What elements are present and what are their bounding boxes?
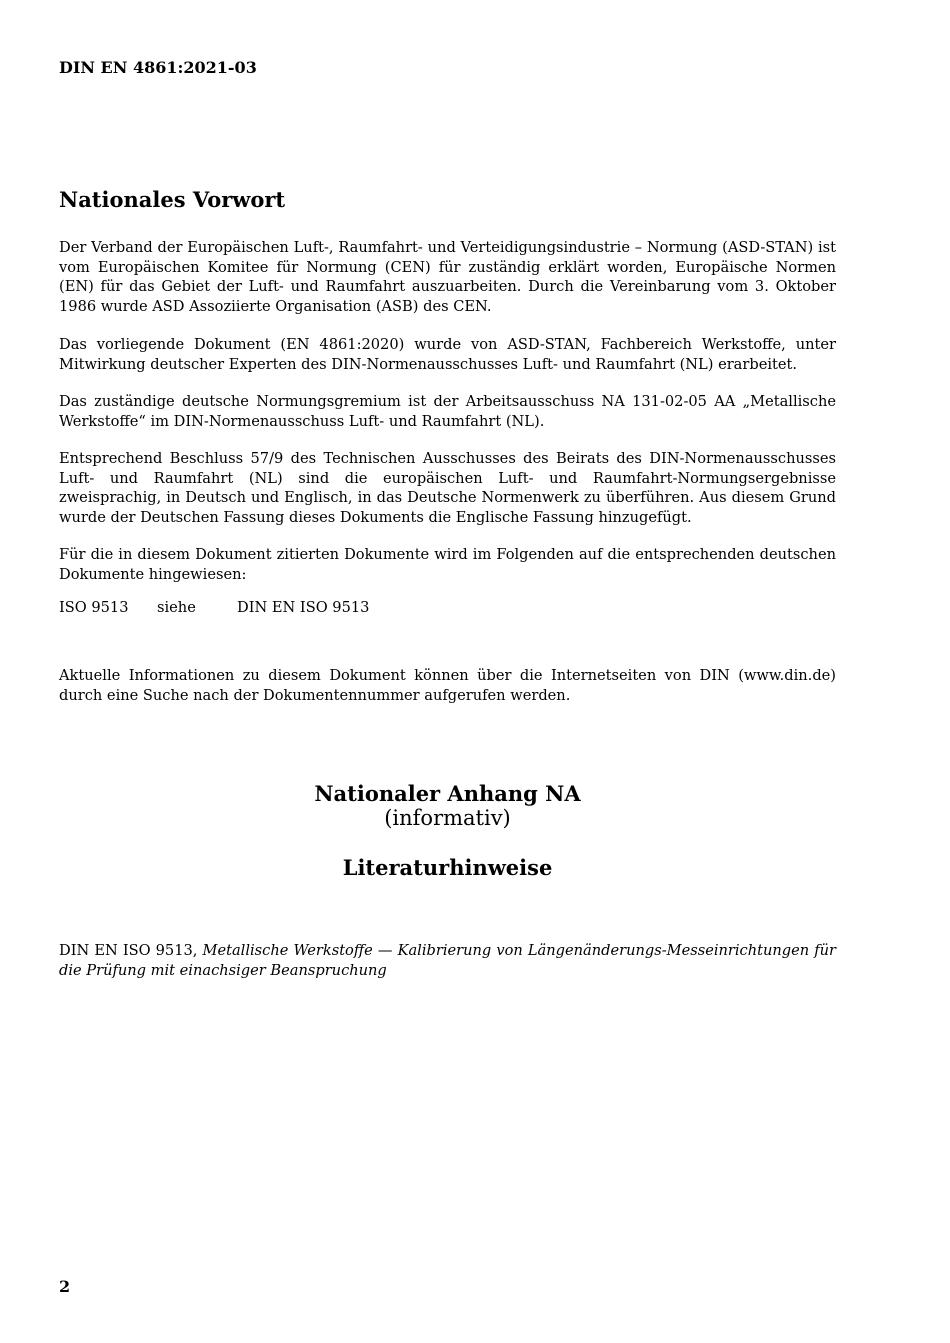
page-number: 2 xyxy=(59,1277,71,1296)
paragraph-info: Aktuelle Informationen zu diesem Dokument können über die Internetseiten von DIN (www.din.de) durch eine Suche nach der Dokumentennummer aufgerufen werden. xyxy=(59,667,836,704)
paragraph-cited-documents: Für die in diesem Dokument zitierten Dokumente wird im Folgenden auf die entsprechenden deutschen Dokumente hingewiesen: xyxy=(59,546,836,583)
bibliography-entry-id: DIN EN ISO 9513, xyxy=(59,942,198,959)
annex-subtitle: (informativ) xyxy=(384,806,511,830)
section-title-vorwort: Nationales Vorwort xyxy=(59,187,286,212)
reference-source: ISO 9513 xyxy=(59,599,129,616)
reference-target: DIN EN ISO 9513 xyxy=(237,599,370,616)
reference-relation: siehe xyxy=(157,599,196,616)
bibliography-title: Literaturhinweise xyxy=(342,855,553,880)
paragraph-committee: Das zuständige deutsche Normungsgremium ist der Arbeitsausschuss NA 131-02-05 AA „Metallische Werkstoffe“ im DIN-Normenausschuss Luft- und Raumfahrt (NL). xyxy=(59,393,836,430)
bibliography-entry xyxy=(59,941,836,980)
bibliography-entry-title: Metallische Werkstoffe — Kalibrierung von Längenänderungs-Messeinrichtungen für die Prüfung mit einachsiger Beanspruchung xyxy=(59,942,837,979)
annex-title: Nationaler Anhang NA xyxy=(314,781,581,806)
paragraph-document-origin: Das vorliegende Dokument (EN 4861:2020) wurde von ASD-STAN, Fachbereich Werkstoffe, unter Mitwirkung deutscher Experten des DIN-Normenausschusses Luft- und Raumfahrt (NL) erarbeitet. xyxy=(59,336,836,373)
paragraph-bilingual: Entsprechend Beschluss 57/9 des Technischen Ausschusses des Beirats des DIN-Normenausschusses Luft- und Raumfahrt (NL) sind die europäischen Luft- und Raumfahrt-Normungsergebnisse zweisprachig, in Deutsch und Englisch, in das Deutsche Normenwerk zu überführen. Aus diesem Grund wurde der Deutschen Fassung dieses Dokuments die Englische Fassung hinzugefügt. xyxy=(59,450,836,526)
paragraph-asd-stan: Der Verband der Europäischen Luft-, Raumfahrt- und Verteidigungsindustrie – Normung (ASD-STAN) ist vom Europäischen Komitee für Normung (CEN) für zuständig erklärt worden, Europäische Normen (EN) für das Gebiet der Luft- und Raumfahrt auszuarbeiten. Durch die Vereinbarung vom 3. Oktober 1986 wurde ASD Assoziierte Organisation (ASB) des CEN. xyxy=(59,239,836,315)
document-id-header: DIN EN 4861:2021-03 xyxy=(59,58,257,77)
